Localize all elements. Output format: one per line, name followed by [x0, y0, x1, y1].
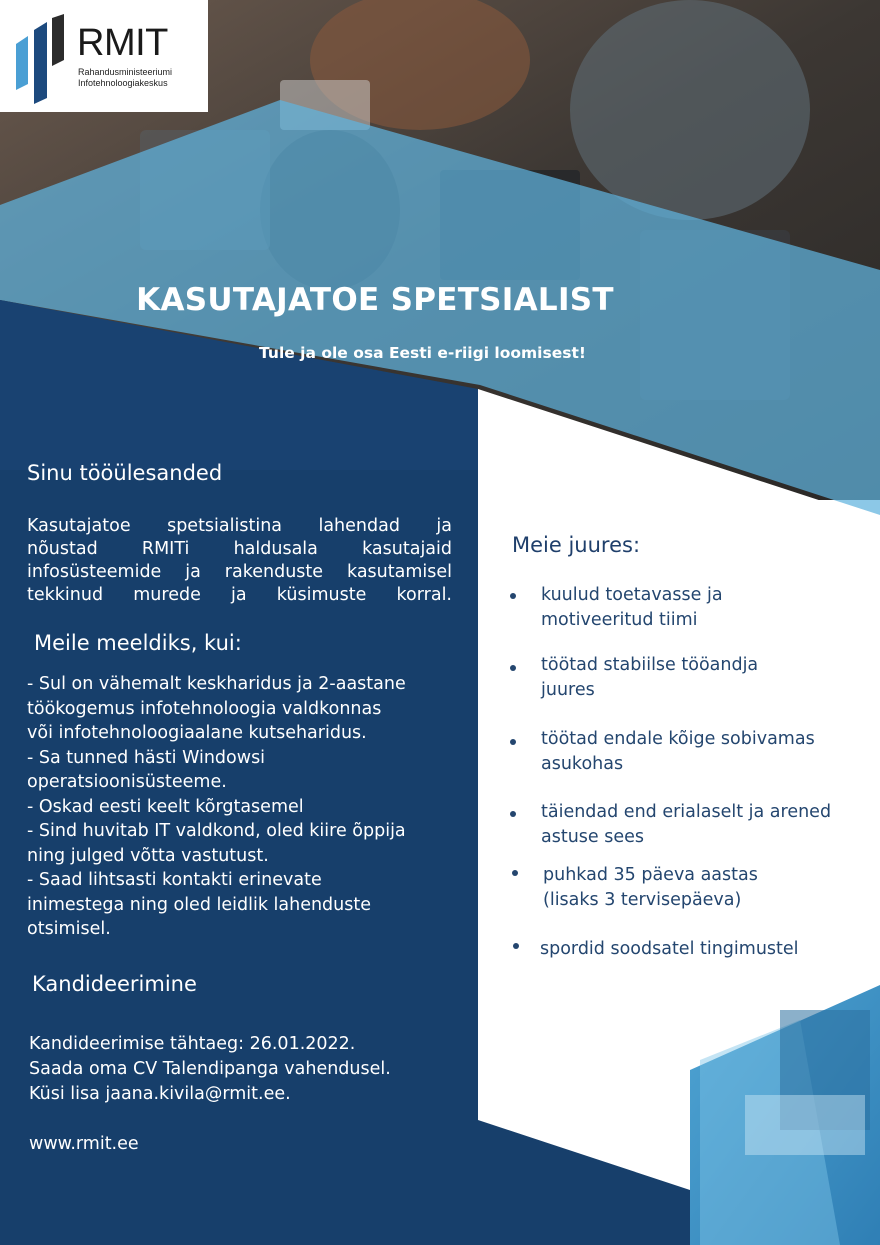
- tasks-paragraph: [27, 515, 452, 607]
- requirements-list: [27, 672, 467, 942]
- rmit-logo-icon: [14, 14, 74, 109]
- apply-heading: Kandideerimine: [32, 972, 197, 996]
- website-link[interactable]: www.rmit.ee: [29, 1134, 139, 1154]
- bullet-icon: [510, 739, 516, 745]
- job-title: KASUTAJATOE SPETSIALIST: [136, 282, 614, 318]
- cv-instruction-text: Saada oma CV Talendipanga vahendusel.: [29, 1059, 391, 1079]
- requirement-line: - Sa tunned hästi Windowsi: [27, 747, 266, 768]
- tasks-line: tekkinud murede ja küsimuste korral.: [27, 585, 452, 605]
- benefits-heading: Meie juures:: [512, 533, 641, 557]
- apply-details: [29, 1032, 391, 1107]
- requirement-line: - Sul on vähemalt keskharidus ja 2-aastane: [27, 674, 406, 694]
- bullet-icon: [510, 811, 516, 817]
- requirement-line: operatsioonisüsteeme.: [27, 772, 227, 792]
- tasks-line: Kasutajatoe spetsialistina lahendad ja: [27, 516, 452, 536]
- requirement-line: ning julged võtta vastutust.: [27, 845, 269, 866]
- bullet-icon: [513, 943, 519, 949]
- logo-subline-1: Rahandusministeeriumi: [78, 67, 173, 77]
- bullet-icon: [512, 870, 518, 876]
- tagline: Tule ja ole osa Eesti e-riigi loomisest!: [259, 344, 586, 362]
- requirement-line: või infotehnoloogiaalane kutseharidus.: [27, 723, 367, 743]
- requirement-line: otsimisel.: [27, 919, 111, 939]
- tasks-line: nõustad RMITi haldusala kasutajaid: [27, 539, 452, 559]
- requirement-line: - Saad lihtsasti kontakti erinevate: [27, 870, 322, 890]
- logo-title: RMIT: [77, 22, 168, 64]
- bullet-icon: [510, 665, 516, 671]
- requirement-line: - Sind huvitab IT valdkond, oled kiire õppija: [27, 821, 406, 841]
- logo-area: [0, 0, 208, 112]
- bullet-icon: [510, 593, 516, 599]
- deadline-text: Kandideerimise tähtaeg: 26.01.2022.: [29, 1034, 356, 1054]
- contact-email-text[interactable]: Küsi lisa jaana.kivila@rmit.ee.: [29, 1084, 291, 1104]
- requirement-line: inimestega ning oled leidlik lahenduste: [27, 894, 371, 915]
- requirements-heading: Meile meeldiks, kui:: [34, 631, 242, 655]
- logo-subline-2: Infotehnoloogiakeskus: [78, 78, 168, 88]
- tasks-line: infosüsteemide ja rakenduste kasutamisel: [27, 562, 452, 582]
- requirement-line: töökogemus infotehnoloogia valdkonnas: [27, 698, 382, 719]
- tasks-heading: Sinu tööülesanded: [27, 461, 223, 485]
- requirement-line: - Oskad eesti keelt kõrgtasemel: [27, 796, 304, 817]
